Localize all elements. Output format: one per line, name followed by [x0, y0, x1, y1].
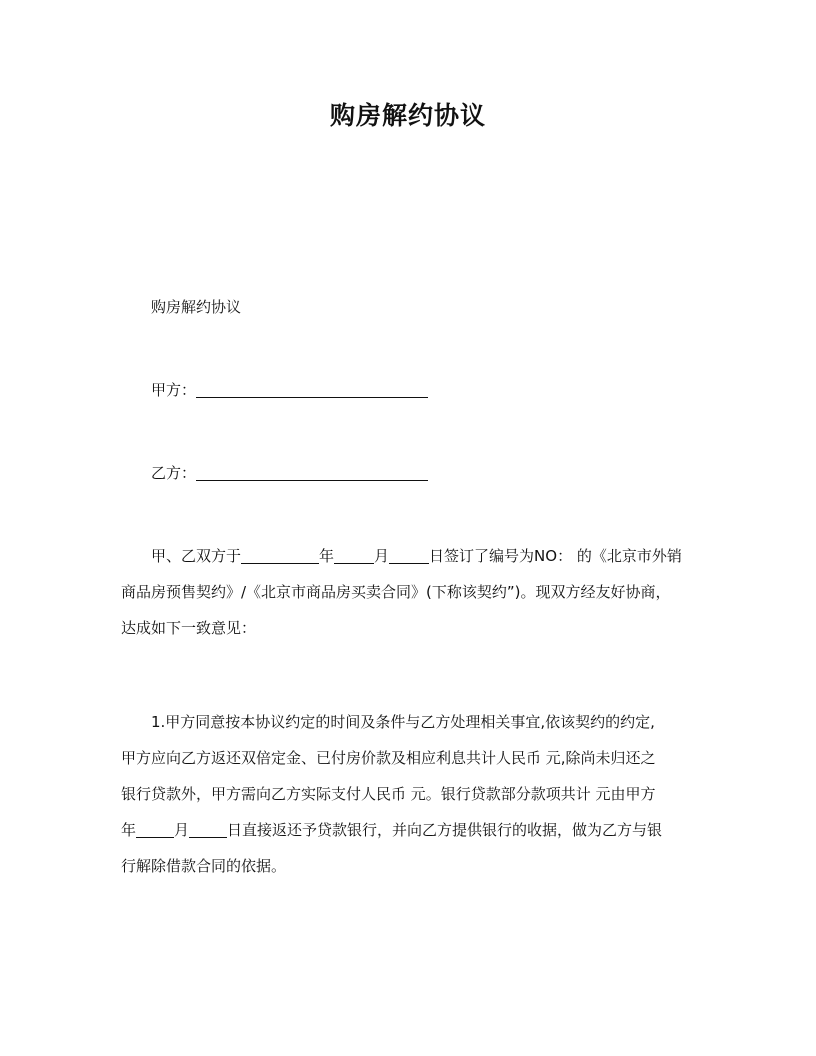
document-title: 购房解约协议 [329, 101, 486, 130]
party-b-blank[interactable] [196, 464, 428, 481]
clause-year-label: 年 [121, 821, 137, 839]
party-b-label: 乙方： [151, 464, 197, 482]
clause-1-row: 银行贷款外，甲方需向乙方实际支付人民币 元。银行贷款部分款项共计 元由甲方 [121, 785, 656, 803]
clause-1-row [121, 704, 695, 740]
clause-1-row: 甲方应向乙方返还双倍定金、已付房价款及相应利息共计人民币 元,除尚未归还之 [121, 749, 656, 767]
paragraph-intro-row: 达成如下一致意见： [121, 619, 257, 637]
intro-text-d: 日签订了编号为NO： 的《北京市外销 [429, 547, 682, 565]
clause-1-text: 1.甲方同意按本协议约定的时间及条件与乙方处理相关事宜,依该契约的约定, [151, 713, 655, 731]
clause-day-blank[interactable] [189, 821, 227, 838]
clause-month-label: 月 [174, 821, 190, 839]
party-a-label: 甲方： [151, 381, 197, 399]
year-label: 年 [319, 547, 335, 565]
party-a-blank[interactable] [196, 381, 428, 398]
year-blank[interactable] [241, 547, 319, 564]
clause-1-row [121, 812, 695, 848]
month-blank[interactable] [334, 547, 374, 564]
month-label: 月 [374, 547, 390, 565]
intro-text-a: 甲、乙双方于 [151, 547, 242, 565]
clause-month-blank[interactable] [136, 821, 174, 838]
party-a-line [151, 379, 428, 401]
party-b-line [151, 462, 428, 484]
document-subtitle: 购房解约协议 [151, 298, 242, 316]
day-blank[interactable] [389, 547, 429, 564]
paragraph-clause-1 [121, 704, 695, 884]
paragraph-intro-row [121, 538, 695, 574]
clause-1-row: 行解除借款合同的依据。 [121, 857, 287, 875]
paragraph-intro [121, 538, 695, 646]
clause-text: 日直接返还予贷款银行，并向乙方提供银行的收据，做为乙方与银 [227, 821, 663, 839]
paragraph-intro-row: 商品房预售契约》/《北京市商品房买卖合同》(下称该契约”)。现双方经友好协商， [121, 583, 671, 601]
